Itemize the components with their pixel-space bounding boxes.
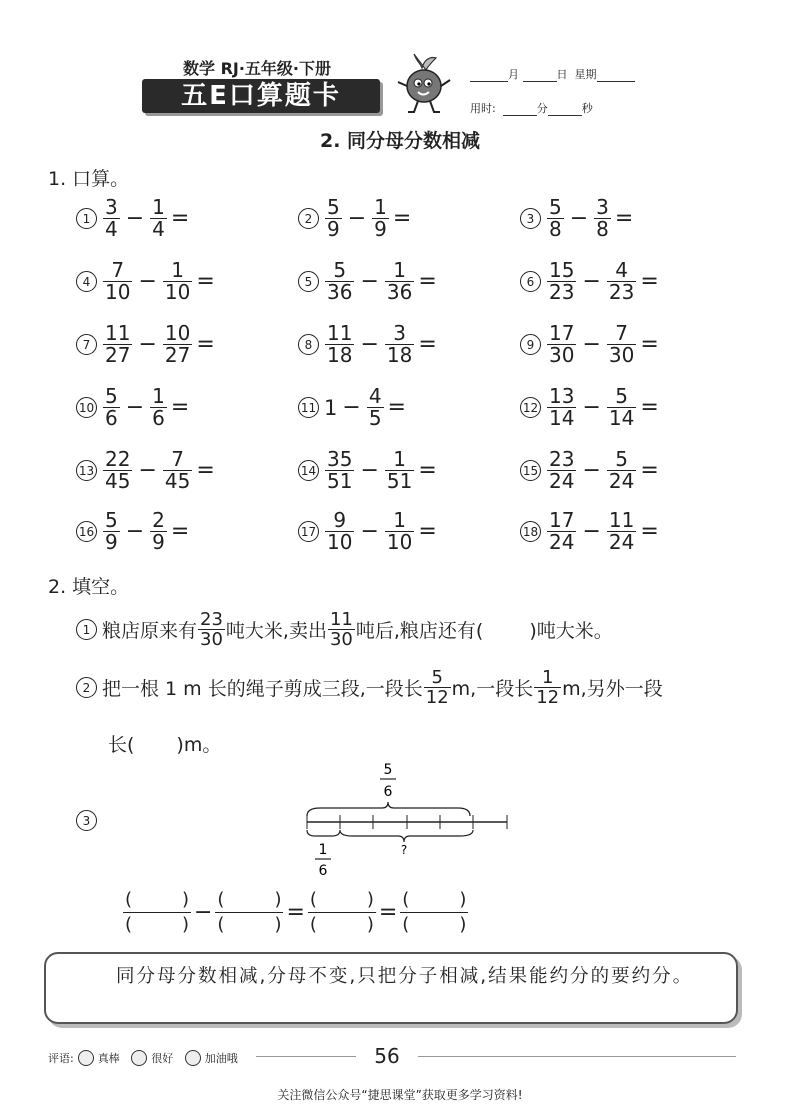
numerator: 5 — [333, 258, 347, 282]
question-mark: ? — [400, 843, 408, 857]
minus-sign: − — [125, 206, 145, 231]
numerator: 11 — [329, 609, 353, 630]
subtrahend — [163, 260, 192, 303]
subtrahend — [607, 323, 636, 366]
equals-sign: = — [196, 332, 215, 357]
denominator: 30 — [329, 629, 353, 650]
equals-sign: = — [640, 269, 659, 294]
equals-sign: = — [196, 458, 215, 483]
month-blank[interactable] — [470, 69, 508, 82]
problem-15 — [520, 449, 664, 492]
numerator: 17 — [549, 321, 575, 345]
minus-sign: − — [138, 269, 157, 294]
eval-cheer: 加油哦 — [204, 1052, 238, 1065]
numerator: 7 — [615, 321, 628, 345]
problem-number: 14 — [298, 460, 319, 481]
denominator: 24 — [549, 530, 575, 554]
subtrahend — [150, 197, 167, 240]
numerator: 1 — [152, 195, 165, 219]
q2-text1: 把一根 1 m 长的绳子剪成三段,一段长 — [102, 678, 423, 700]
numerator: 7 — [171, 447, 184, 471]
denominator: 30 — [200, 629, 223, 650]
minuend — [103, 510, 120, 553]
denominator: 9 — [152, 530, 165, 554]
good-face-icon[interactable] — [131, 1050, 147, 1066]
denominator: 23 — [608, 280, 635, 304]
minus-sign: − — [347, 206, 367, 231]
numerator: 13 — [549, 384, 575, 408]
denominator: 36 — [327, 280, 353, 304]
minuend — [547, 323, 576, 366]
minuend — [325, 323, 354, 366]
denominator: 8 — [596, 217, 609, 241]
denominator: 10 — [164, 280, 191, 304]
equation-row — [120, 888, 471, 937]
top-denominator: 6 — [383, 784, 393, 800]
minuend — [547, 449, 576, 492]
denominator: 9 — [327, 217, 340, 241]
date-line — [470, 66, 635, 82]
problem-number: 17 — [298, 521, 319, 542]
minuend — [547, 386, 576, 429]
problem-number: 7 — [76, 334, 97, 355]
blank-fraction[interactable] — [123, 888, 191, 937]
banner-text: 五E口算题卡 — [181, 81, 341, 111]
q1-text1: 粮店原来有 — [102, 620, 198, 642]
problem-number: 6 — [520, 271, 541, 292]
blank-fraction[interactable] — [215, 888, 283, 937]
subtrahend — [607, 386, 636, 429]
problem-number: 4 — [76, 271, 97, 292]
numerator: 2 — [152, 508, 165, 532]
problem-number: 15 — [520, 460, 541, 481]
denominator: 24 — [608, 530, 635, 554]
q2-line2a: 长( — [108, 734, 135, 756]
problem-4 — [76, 260, 220, 303]
bottom-numerator: 1 — [318, 842, 328, 858]
denominator: 18 — [386, 343, 413, 367]
subject-label: 数学 RJ·五年级·下册 — [183, 59, 332, 78]
minuend: 1 — [324, 395, 338, 420]
minus-sign: − — [582, 458, 601, 483]
minus-sign: − — [125, 395, 145, 420]
subtrahend — [385, 510, 414, 553]
blank-numerator: ( ) — [402, 889, 467, 910]
day-label: 日 — [556, 68, 568, 81]
equals-sign: = — [614, 206, 634, 231]
problem-number: 16 — [76, 521, 97, 542]
blank-numerator: ( ) — [124, 889, 190, 910]
equals-sign: = — [392, 206, 412, 231]
problem-number: 10 — [76, 397, 97, 418]
denominator: 4 — [152, 217, 165, 241]
blank-denominator: ( ) — [217, 914, 282, 935]
denominator: 24 — [608, 469, 635, 493]
numerator: 11 — [327, 321, 353, 345]
bottom-brace — [340, 830, 473, 842]
subtrahend — [163, 323, 192, 366]
problem-18 — [520, 510, 664, 553]
subtrahend — [607, 260, 636, 303]
denominator: 8 — [549, 217, 562, 241]
lesson-title: 2. 同分母分数相减 — [319, 130, 481, 152]
problem-1 — [76, 197, 194, 240]
cheer-face-icon[interactable] — [185, 1050, 201, 1066]
blank-numerator: ( ) — [309, 889, 374, 910]
problem-13 — [76, 449, 220, 492]
question-number: 3 — [76, 810, 97, 831]
minus-sign: − — [569, 206, 589, 231]
problem-12 — [520, 386, 664, 429]
minuend — [547, 260, 576, 303]
denominator: 12 — [425, 687, 449, 708]
problem-14 — [298, 449, 442, 492]
minus-sign: − — [582, 395, 601, 420]
equals-sign: = — [196, 269, 215, 294]
denominator: 10 — [105, 280, 131, 304]
denominator: 27 — [164, 343, 191, 367]
q1-text3: 吨后,粮店还有( — [355, 620, 484, 642]
numerator: 5 — [615, 447, 628, 471]
second-label: 秒 — [581, 102, 593, 115]
denominator: 12 — [536, 687, 560, 708]
subtrahend — [367, 386, 384, 429]
blank-fraction[interactable] — [400, 888, 468, 937]
week-blank[interactable] — [597, 69, 635, 82]
blank-denominator: ( ) — [402, 914, 467, 935]
minus-sign: − — [342, 395, 361, 420]
q1-text4: )吨大米。 — [529, 620, 613, 642]
problem-number: 11 — [298, 397, 319, 418]
numerator: 4 — [368, 384, 382, 408]
minus-sign: − — [360, 332, 379, 357]
subtrahend — [150, 386, 167, 429]
eval-great: 真棒 — [97, 1052, 120, 1065]
q1-text2: 吨大米,卖出 — [225, 620, 327, 642]
denominator: 45 — [164, 469, 191, 493]
subtrahend — [163, 449, 192, 492]
problem-number: 3 — [520, 208, 541, 229]
minus-sign: − — [138, 458, 157, 483]
minus-sign: − — [360, 269, 379, 294]
problem-7 — [76, 323, 220, 366]
denominator: 4 — [105, 217, 118, 241]
problem-2 — [298, 197, 416, 240]
minuend — [547, 197, 564, 240]
bottom-denominator: 6 — [318, 863, 328, 879]
equals-sign: = — [170, 395, 190, 420]
numerator: 5 — [549, 195, 562, 219]
denominator: 30 — [549, 343, 575, 367]
numerator: 1 — [152, 384, 165, 408]
problem-number: 18 — [520, 521, 541, 542]
problem-5 — [298, 260, 442, 303]
subtrahend — [385, 260, 414, 303]
equals-sign: = — [640, 332, 659, 357]
problem-10 — [76, 386, 194, 429]
minuend — [325, 510, 354, 553]
numerator: 23 — [549, 447, 575, 471]
minus-sign: − — [360, 458, 379, 483]
q2-fraction-1 — [424, 668, 451, 707]
denominator: 45 — [105, 469, 131, 493]
minus-sign: − — [582, 519, 601, 544]
fill-question-2-line2 — [108, 730, 221, 757]
week-label: 星期 — [574, 68, 597, 81]
minuend — [103, 323, 132, 366]
subtrahend — [385, 449, 414, 492]
problem-number: 12 — [520, 397, 541, 418]
minuend — [325, 197, 342, 240]
page-number: 56 — [356, 1042, 418, 1070]
equals-sign: = — [170, 519, 190, 544]
minus-sign: − — [582, 332, 601, 357]
blank-denominator: ( ) — [124, 914, 190, 935]
numerator: 1 — [393, 258, 406, 282]
denominator: 23 — [549, 280, 575, 304]
blank-denominator: ( ) — [309, 914, 374, 935]
footer-divider — [256, 1056, 736, 1057]
denominator: 10 — [386, 530, 413, 554]
numerator: 1 — [541, 667, 554, 688]
numerator: 1 — [393, 508, 406, 532]
numerator: 23 — [200, 609, 223, 630]
left-brace — [307, 830, 340, 836]
question-number: 1 — [76, 619, 97, 640]
minuend — [325, 260, 354, 303]
day-blank[interactable] — [523, 69, 557, 82]
numerator: 5 — [105, 508, 118, 532]
eval-label: 评语: — [48, 1052, 74, 1065]
problem-number: 5 — [298, 271, 319, 292]
numerator: 1 — [374, 195, 387, 219]
numerator: 11 — [608, 508, 635, 532]
numerator: 3 — [105, 195, 118, 219]
denominator: 18 — [327, 343, 353, 367]
denominator: 30 — [608, 343, 635, 367]
q1-fraction-2 — [328, 610, 355, 649]
fill-question-1 — [76, 610, 613, 649]
blank-fraction[interactable] — [308, 888, 376, 937]
top-numerator: 5 — [383, 762, 393, 778]
month-label: 月 — [508, 68, 519, 81]
tip-box — [44, 952, 738, 1024]
numerator: 7 — [111, 258, 125, 282]
problem-number: 2 — [298, 208, 319, 229]
minuend — [103, 197, 120, 240]
numerator: 3 — [393, 321, 406, 345]
problem-11 — [298, 386, 411, 429]
numerator: 4 — [615, 258, 628, 282]
fill-question-3 — [76, 810, 102, 831]
numerator: 5 — [431, 667, 443, 688]
q2-text3: m,另外一段 — [562, 678, 663, 700]
section2-heading: 2. 填空。 — [48, 576, 130, 598]
minus-sign: − — [194, 900, 213, 925]
equals-sign: = — [418, 519, 437, 544]
denominator: 9 — [105, 530, 118, 554]
denominator: 36 — [386, 280, 413, 304]
time-label: 用时: — [470, 102, 496, 115]
problem-number: 1 — [76, 208, 97, 229]
minus-sign: − — [125, 519, 145, 544]
blank-numerator: ( ) — [217, 889, 282, 910]
problem-number: 8 — [298, 334, 319, 355]
denominator: 6 — [152, 406, 165, 430]
equals-sign: = — [378, 900, 398, 925]
subtrahend — [594, 197, 611, 240]
denominator: 27 — [105, 343, 131, 367]
section1-heading: 1. 口算。 — [48, 168, 130, 190]
equals-sign: = — [418, 332, 437, 357]
fill-question-2 — [76, 668, 663, 707]
problem-number: 13 — [76, 460, 97, 481]
numerator: 5 — [105, 384, 118, 408]
problem-8 — [298, 323, 442, 366]
minus-sign: − — [360, 519, 379, 544]
numerator: 9 — [333, 508, 347, 532]
subtrahend — [150, 510, 167, 553]
subtrahend — [385, 323, 414, 366]
problem-number: 9 — [520, 334, 541, 355]
subtrahend — [607, 449, 636, 492]
q1-fraction-1 — [198, 610, 225, 649]
denominator: 51 — [386, 469, 413, 493]
mascot-icon — [392, 50, 454, 116]
equals-sign: = — [170, 206, 190, 231]
eval-good: 很好 — [151, 1052, 174, 1065]
problem-6 — [520, 260, 664, 303]
great-face-icon[interactable] — [78, 1050, 94, 1066]
minuend — [547, 510, 576, 553]
numerator: 3 — [596, 195, 609, 219]
numerator: 17 — [549, 508, 575, 532]
footer-notice: 关注微信公众号“捷思课堂”获取更多学习资料! — [277, 1088, 523, 1102]
equals-sign: = — [640, 395, 659, 420]
denominator: 51 — [327, 469, 353, 493]
question-number: 2 — [76, 677, 97, 698]
problem-9 — [520, 323, 664, 366]
segment-diagram — [290, 760, 520, 880]
numerator: 11 — [105, 321, 131, 345]
numerator: 22 — [105, 447, 131, 471]
numerator: 1 — [171, 258, 184, 282]
numerator: 1 — [393, 447, 406, 471]
equals-sign: = — [640, 458, 659, 483]
problem-17 — [298, 510, 442, 553]
numerator: 35 — [327, 447, 353, 471]
equals-sign: = — [286, 900, 305, 925]
q2-fraction-2 — [534, 668, 561, 707]
subtrahend — [607, 510, 636, 553]
q2-line2b: )m。 — [176, 734, 222, 756]
minuend — [325, 449, 354, 492]
minute-blank[interactable] — [503, 103, 537, 116]
tip-text: 同分母分数相减,分母不变,只把分子相减,结果能约分的要约分。 — [116, 966, 694, 987]
minuend — [103, 386, 120, 429]
subtrahend — [372, 197, 389, 240]
denominator: 14 — [608, 406, 635, 430]
minute-label: 分 — [536, 102, 548, 115]
problem-3 — [520, 197, 638, 240]
top-brace — [307, 802, 470, 816]
second-blank[interactable] — [548, 103, 582, 116]
equals-sign: = — [387, 395, 406, 420]
problem-16 — [76, 510, 194, 553]
denominator: 24 — [549, 469, 575, 493]
time-line — [470, 100, 593, 116]
numerator: 10 — [164, 321, 191, 345]
numerator: 5 — [327, 195, 340, 219]
equals-sign: = — [418, 269, 437, 294]
denominator: 9 — [374, 217, 387, 241]
numerator: 5 — [615, 384, 628, 408]
evaluation-bar — [48, 1050, 238, 1066]
q2-text2: m,一段长 — [451, 678, 534, 700]
minus-sign: − — [582, 269, 601, 294]
minuend — [103, 449, 132, 492]
denominator: 10 — [327, 530, 353, 554]
equals-sign: = — [418, 458, 437, 483]
denominator: 14 — [549, 406, 575, 430]
denominator: 6 — [105, 406, 118, 430]
numerator: 15 — [549, 258, 575, 282]
minus-sign: − — [138, 332, 157, 357]
denominator: 5 — [368, 406, 382, 430]
equals-sign: = — [640, 519, 659, 544]
title-banner — [142, 79, 380, 113]
minuend — [103, 260, 132, 303]
